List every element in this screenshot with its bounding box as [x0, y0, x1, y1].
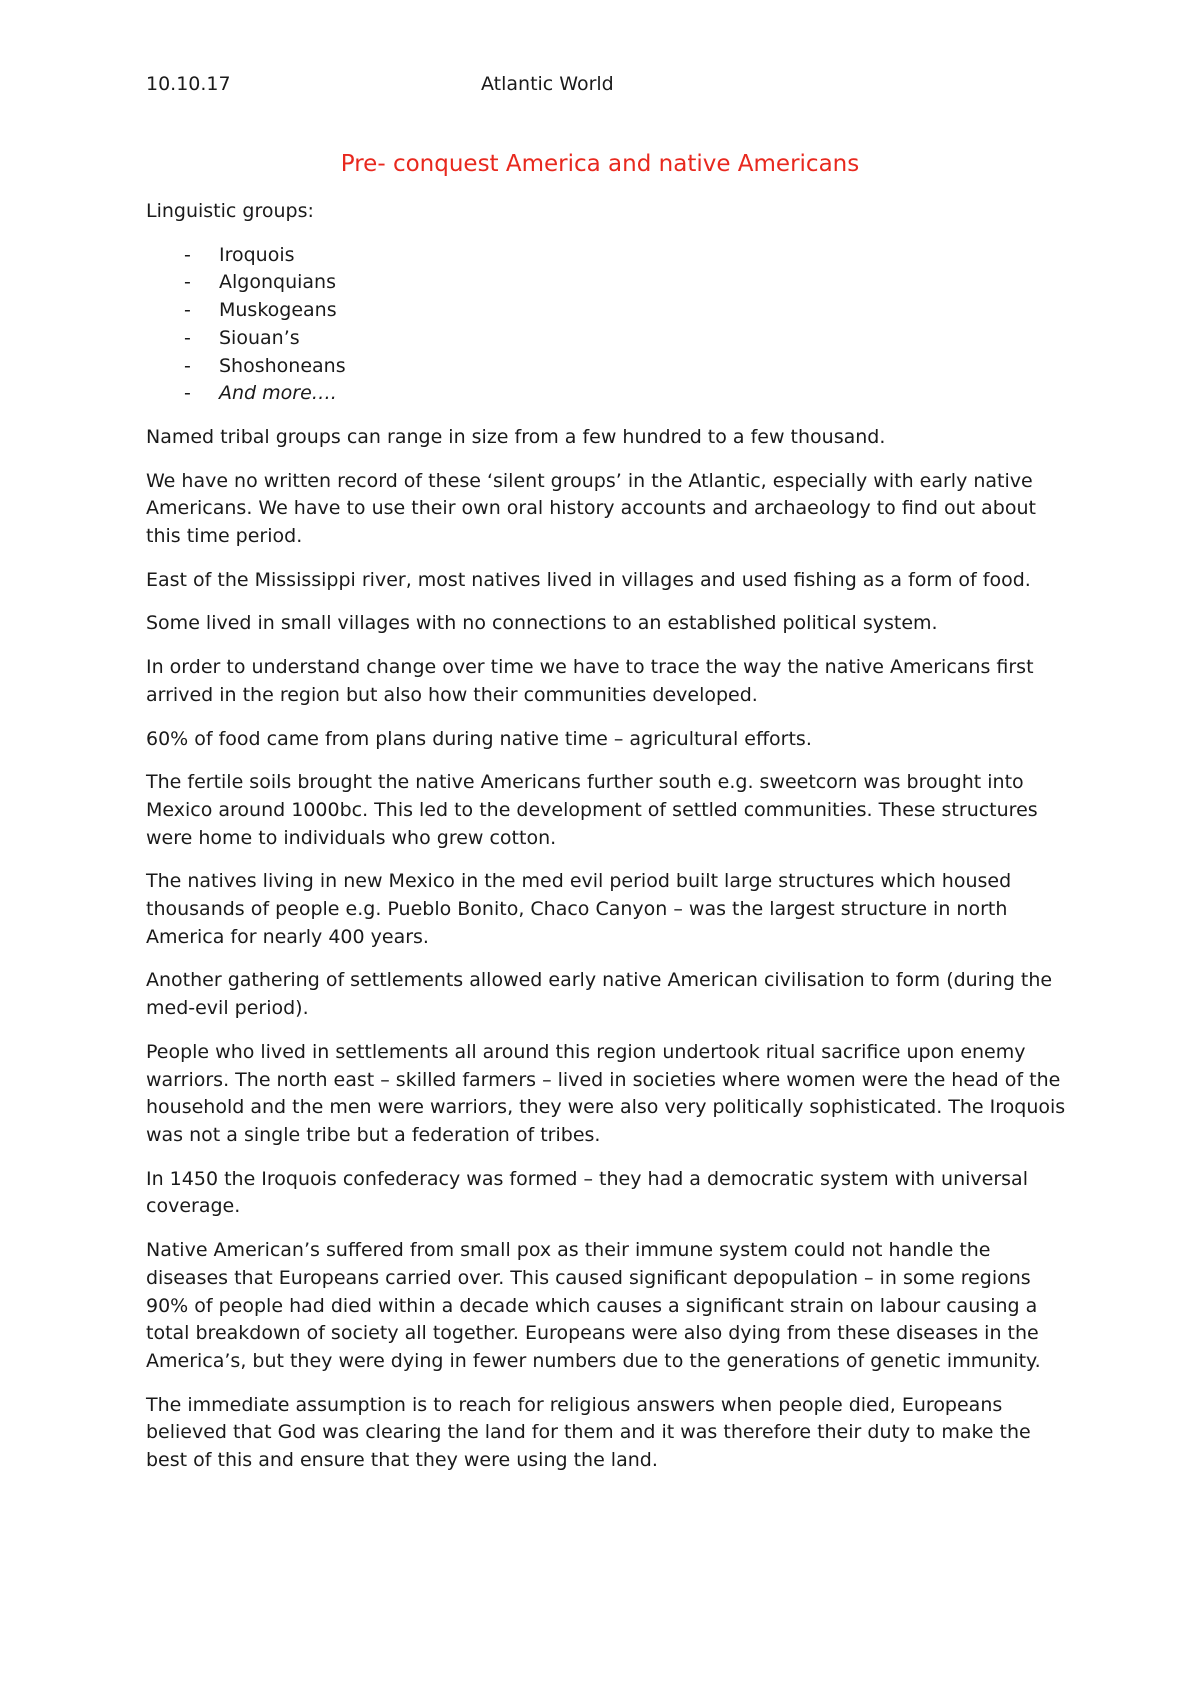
list-item-text: Algonquians: [219, 271, 336, 294]
document-title: Pre- conquest America and native Americans: [340, 151, 860, 177]
paragraph-religious-answers: The immediate assumption is to reach for religious answers when people died, Europeans believed that God was clearing the land for them and it was therefore their duty to make the best of this and ensure that they were using the land.: [146, 1393, 1031, 1472]
list-dash: -: [184, 299, 191, 322]
header-date: 10.10.17: [146, 73, 231, 95]
paragraph-small-pox: Native American’s suffered from small pox as their immune system could not handle the diseases that Europeans carried over. This caused significant depopulation – in some regions 90% of people had died within a decade which causes a significant strain on labour causing a total breakdown of society all together. Europeans were also dying from these diseases in the America’s, but they were dying in fewer numbers due to the generations of genetic immunity.: [146, 1239, 1041, 1372]
list-item-text: Siouan’s: [219, 326, 300, 349]
list-item-text: Muskogeans: [219, 299, 337, 322]
document-body: [146, 198, 1066, 1491]
paragraph-tribal-groups: Named tribal groups can range in size from a few hundred to a few thousand.: [146, 425, 886, 448]
paragraph-fertile-soils: The fertile soils brought the native Americans further south e.g. sweetcorn was brought into Mexico around 1000bc. This led to the development of settled communities. These structures were home to individuals who grew cotton.: [146, 771, 1038, 849]
list-dash: -: [184, 382, 191, 405]
paragraph-small-villages: Some lived in small villages with no connections to an established political system.: [146, 612, 938, 635]
header-course-title: Atlantic World: [481, 73, 614, 95]
list-item: [146, 353, 1066, 381]
paragraph-written-record: We have no written record of these ‘silent groups’ in the Atlantic, especially with early native Americans. We have to use their own oral history accounts and archaeology to find out about this time period.: [146, 469, 1036, 548]
paragraph-settlements: Another gathering of settlements allowed early native American civilisation to form (during the med-evil period).: [146, 969, 1053, 1020]
paragraph-change-over-time: In order to understand change over time we have to trace the way the native Americans first arrived in the region but also how their communities developed.: [146, 656, 1034, 706]
linguistic-groups-list: [146, 242, 1066, 408]
list-item: [146, 269, 1066, 297]
list-dash: -: [184, 271, 191, 294]
paragraph-new-mexico: The natives living in new Mexico in the med evil period built large structures which housed thousands of people e.g. Pueblo Bonito, Chaco Canyon – was the largest structure in north America for nearly 400 years.: [146, 870, 1012, 948]
linguistic-groups-heading: Linguistic groups:: [146, 200, 314, 222]
list-item: [146, 325, 1066, 353]
list-item-text: And more….: [219, 382, 337, 405]
paragraph-food-sources: 60% of food came from plans during native time – agricultural efforts.: [146, 727, 812, 750]
list-dash: -: [184, 326, 191, 349]
list-dash: -: [184, 243, 191, 266]
paragraph-ritual-sacrifice: People who lived in settlements all around this region undertook ritual sacrifice upon enemy warriors. The north east – skilled farmers – lived in societies where women were the head of the household and the men were warriors, they were also very politically sophisticated. The Iroquois was not a single tribe but a federation of tribes.: [146, 1040, 1066, 1146]
list-item-text: Iroquois: [219, 243, 295, 266]
list-item: [146, 380, 1066, 408]
list-item: [146, 242, 1066, 270]
list-dash: -: [184, 354, 191, 377]
paragraph-iroquois-confederacy: In 1450 the Iroquois confederacy was formed – they had a democratic system with universal coverage.: [146, 1167, 1028, 1218]
list-item: [146, 297, 1066, 325]
paragraph-mississippi: East of the Mississippi river, most natives lived in villages and used fishing as a form of food.: [146, 568, 1031, 591]
list-item-text: Shoshoneans: [219, 354, 346, 377]
